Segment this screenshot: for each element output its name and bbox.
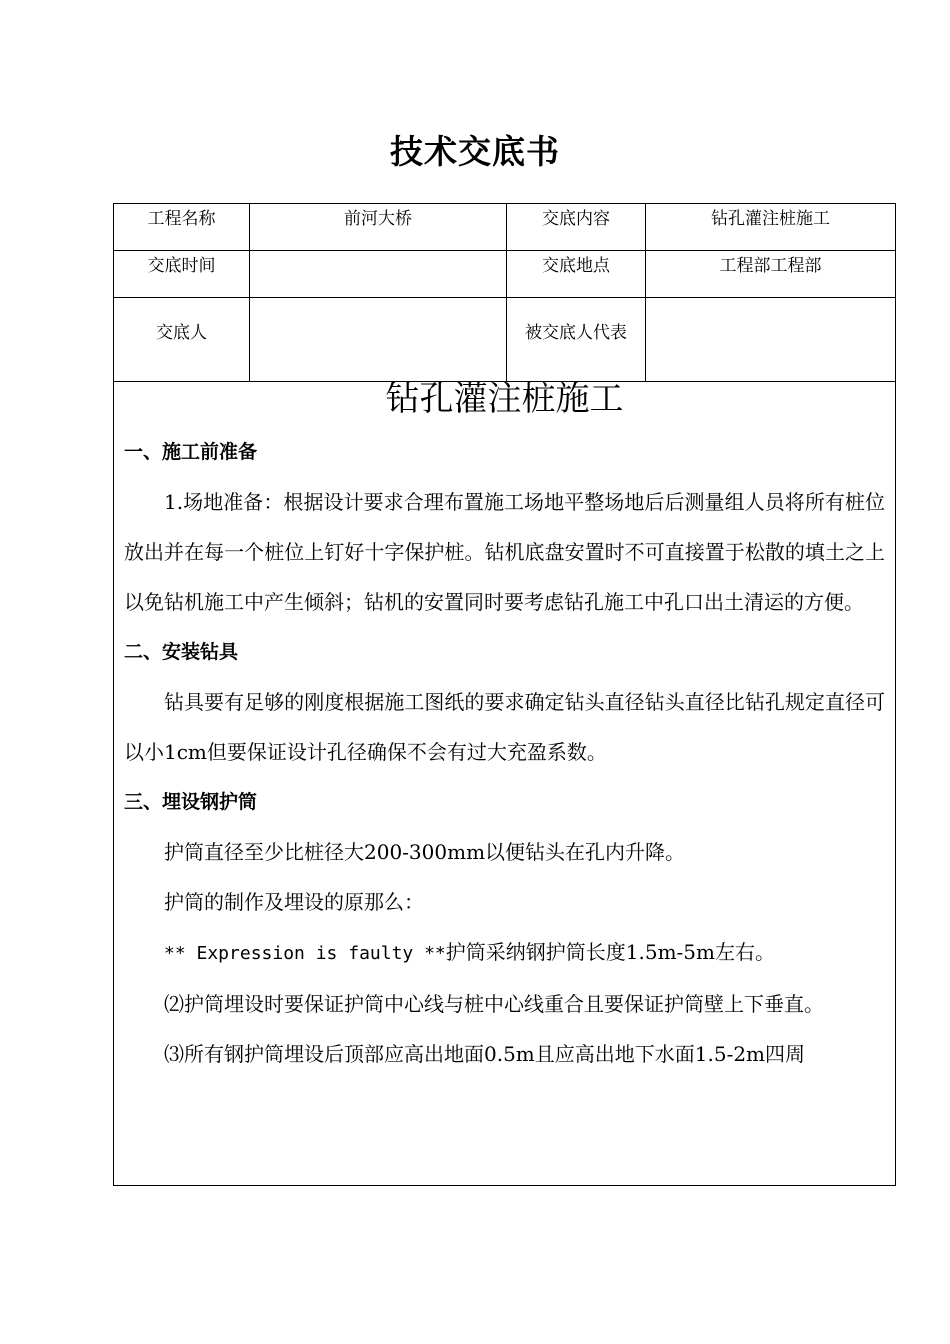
content-body bbox=[114, 427, 895, 1079]
heading-preparation: 一、施工前准备 bbox=[124, 441, 258, 463]
paragraph-casing-height: ⑶所有钢护筒埋设后顶部应高出地面0.5m且应高出地下水面1.5-2m四周 bbox=[164, 1042, 806, 1066]
heading-drill-install: 二、安装钻具 bbox=[124, 641, 239, 663]
expression-error-text: ** Expression is faulty ** bbox=[164, 943, 446, 964]
table-row bbox=[114, 251, 896, 298]
paragraph-drill-tools: 钻具要有足够的刚度根据施工图纸的要求确定钻头直径钻头直径比钻孔规定直径可以小1cm但要保证设计孔径确保不会有过大充盈系数。 bbox=[124, 690, 885, 764]
paragraph-casing-length bbox=[124, 927, 885, 979]
project-name-value: 前河大桥 bbox=[250, 204, 507, 251]
content-label: 交底内容 bbox=[507, 204, 646, 251]
content-value: 钻孔灌注桩施工 bbox=[646, 204, 896, 251]
time-label: 交底时间 bbox=[114, 251, 250, 298]
section-title: 钻孔灌注桩施工 bbox=[385, 379, 624, 419]
paragraph-casing-diameter: 护筒直径至少比桩径大200-300mm以便钻头在孔内升降。 bbox=[164, 840, 686, 864]
table-row bbox=[114, 204, 896, 251]
presenter-label: 交底人 bbox=[114, 298, 250, 382]
info-table bbox=[113, 203, 896, 382]
location-value: 工程部工程部 bbox=[646, 251, 896, 298]
project-name-label: 工程名称 bbox=[114, 204, 250, 251]
casing-length-text: 护筒采纳钢护筒长度1.5m-5m左右。 bbox=[445, 940, 775, 964]
paragraph-casing-principles: 护筒的制作及埋设的原那么： bbox=[164, 890, 424, 914]
time-value bbox=[250, 251, 507, 298]
location-label: 交底地点 bbox=[507, 251, 646, 298]
heading-casing: 三、埋设钢护筒 bbox=[124, 791, 258, 813]
paragraph-casing-vertical: ⑵护筒埋设时要保证护筒中心线与桩中心线重合且要保证护筒壁上下垂直。 bbox=[164, 992, 824, 1016]
paragraph-site-preparation: 1.场地准备：根据设计要求合理布置施工场地平整场地后后测量组人员将所有桩位放出并在每一个桩位上钉好十字保护桩。钻机底盘安置时不可直接置于松散的填土之上以免钻机施工中产生倾斜；钻机的安置同时要考虑钻孔施工中孔口出土清运的方便。 bbox=[124, 490, 885, 614]
recipient-label: 被交底人代表 bbox=[507, 298, 646, 382]
content-box bbox=[113, 367, 896, 1186]
document-title: 技术交底书 bbox=[390, 132, 560, 171]
